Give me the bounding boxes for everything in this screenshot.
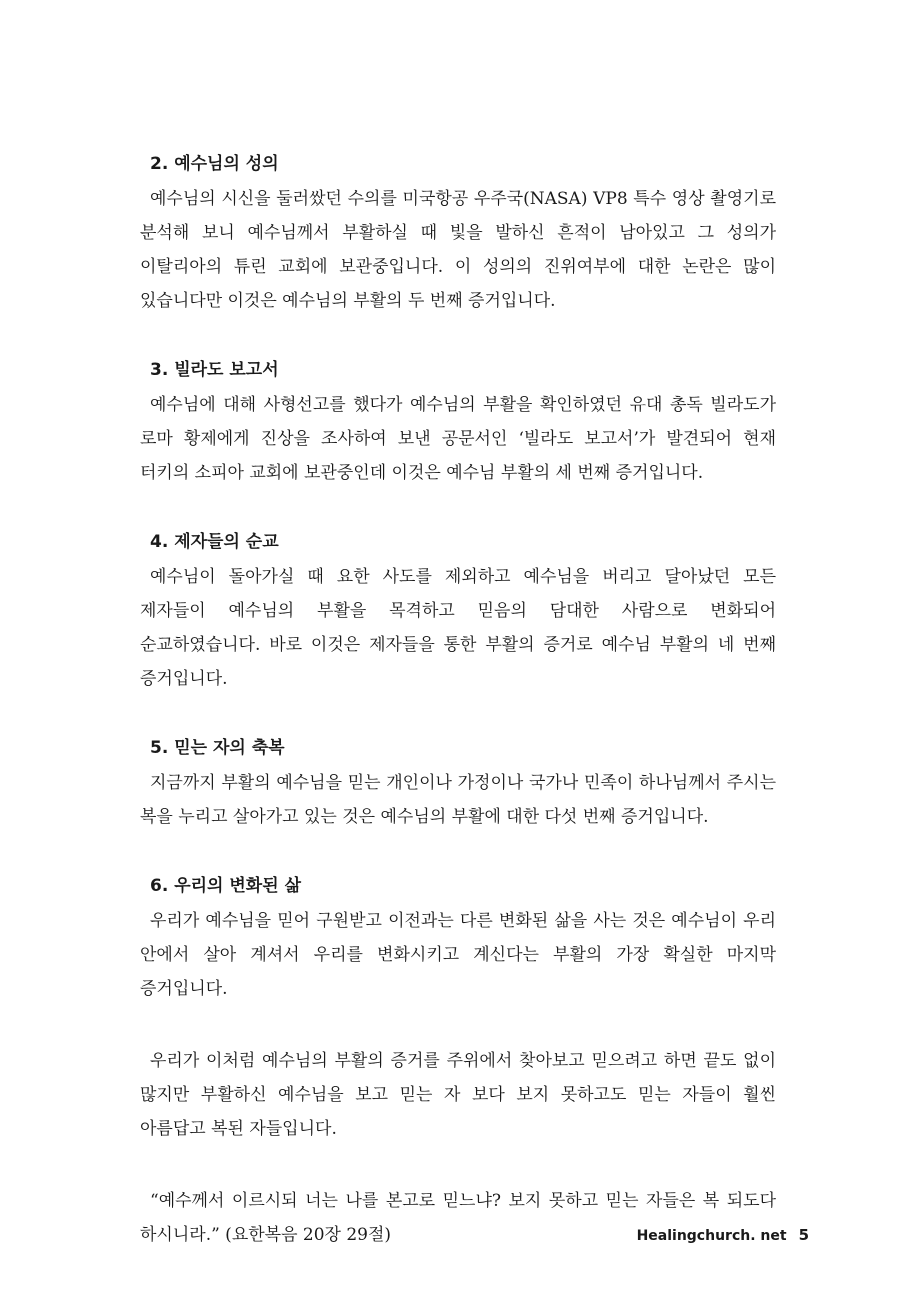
closing-section [140,1044,776,1146]
page-content [140,150,776,1290]
section-heading: 6. 우리의 변화된 삶 [150,876,301,896]
page-number: 5 [798,1226,809,1244]
section-heading: 4. 제자들의 순교 [150,532,279,552]
section-body: 우리가 예수님을 믿어 구원받고 이전과는 다른 변화된 삶을 사는 것은 예수님이 우리 안에서 살아 계셔서 우리를 변화시키고 계신다는 부활의 가장 확실한 마지막 증거입니다. [140,911,776,999]
site-name: Healingchurch. net [636,1228,787,1244]
section-body: 예수님이 돌아가실 때 요한 사도를 제외하고 예수님을 버리고 달아났던 모든 제자들이 예수님의 부활을 목격하고 믿음의 담대한 사람으로 변화되어 순교하였습니다. 바로 이것은 제자들을 통한 부활의 증거로 예수님 부활의 네 번째 증거입니다. [140,567,776,689]
section-pilate-report [140,356,776,490]
section-disciples-martyrdom [140,528,776,696]
section-heading: 5. 믿는 자의 축복 [150,738,285,758]
page-footer [637,1226,809,1244]
bible-quote: “예수께서 이르시되 너는 나를 본고로 믿느냐? 보지 못하고 믿는 자들은 복 되도다 하시니라.” (요한복음 20장 29절) [140,1191,776,1245]
section-body: 지금까지 부활의 예수님을 믿는 개인이나 가정이나 국가나 민족이 하나님께서 주시는 복을 누리고 살아가고 있는 것은 예수님의 부활에 대한 다섯 번째 증거입니다. [140,773,776,827]
section-changed-life [140,872,776,1006]
section-heading: 2. 예수님의 성의 [150,154,279,174]
section-believers-blessing [140,734,776,834]
section-heading: 3. 빌라도 보고서 [150,360,279,380]
closing-paragraph: 우리가 이처럼 예수님의 부활의 증거를 주위에서 찾아보고 믿으려고 하면 끝도 없이 많지만 부활하신 예수님을 보고 믿는 자 보다 보지 못하고도 믿는 자들이 훨씬 아름답고 복된 자들입니다. [140,1051,776,1139]
section-body: 예수님의 시신을 둘러쌌던 수의를 미국항공 우주국(NASA) VP8 특수 영상 촬영기로 분석해 보니 예수님께서 부활하실 때 빛을 발하신 흔적이 남아있고 그 성의가 이탈리아의 튜린 교회에 보관중입니다. 이 성의의 진위여부에 대한 논란은 많이 있습니다만 이것은 예수님의 부활의 두 번째 증거입니다. [140,189,776,311]
section-body: 예수님에 대해 사형선고를 했다가 예수님의 부활을 확인하였던 유대 총독 빌라도가 로마 황제에게 진상을 조사하여 보낸 공문서인 ‘빌라도 보고서’가 발견되어 현재 터키의 소피아 교회에 보관중인데 이것은 예수님 부활의 세 번째 증거입니다. [140,395,776,483]
section-shroud [140,150,776,318]
